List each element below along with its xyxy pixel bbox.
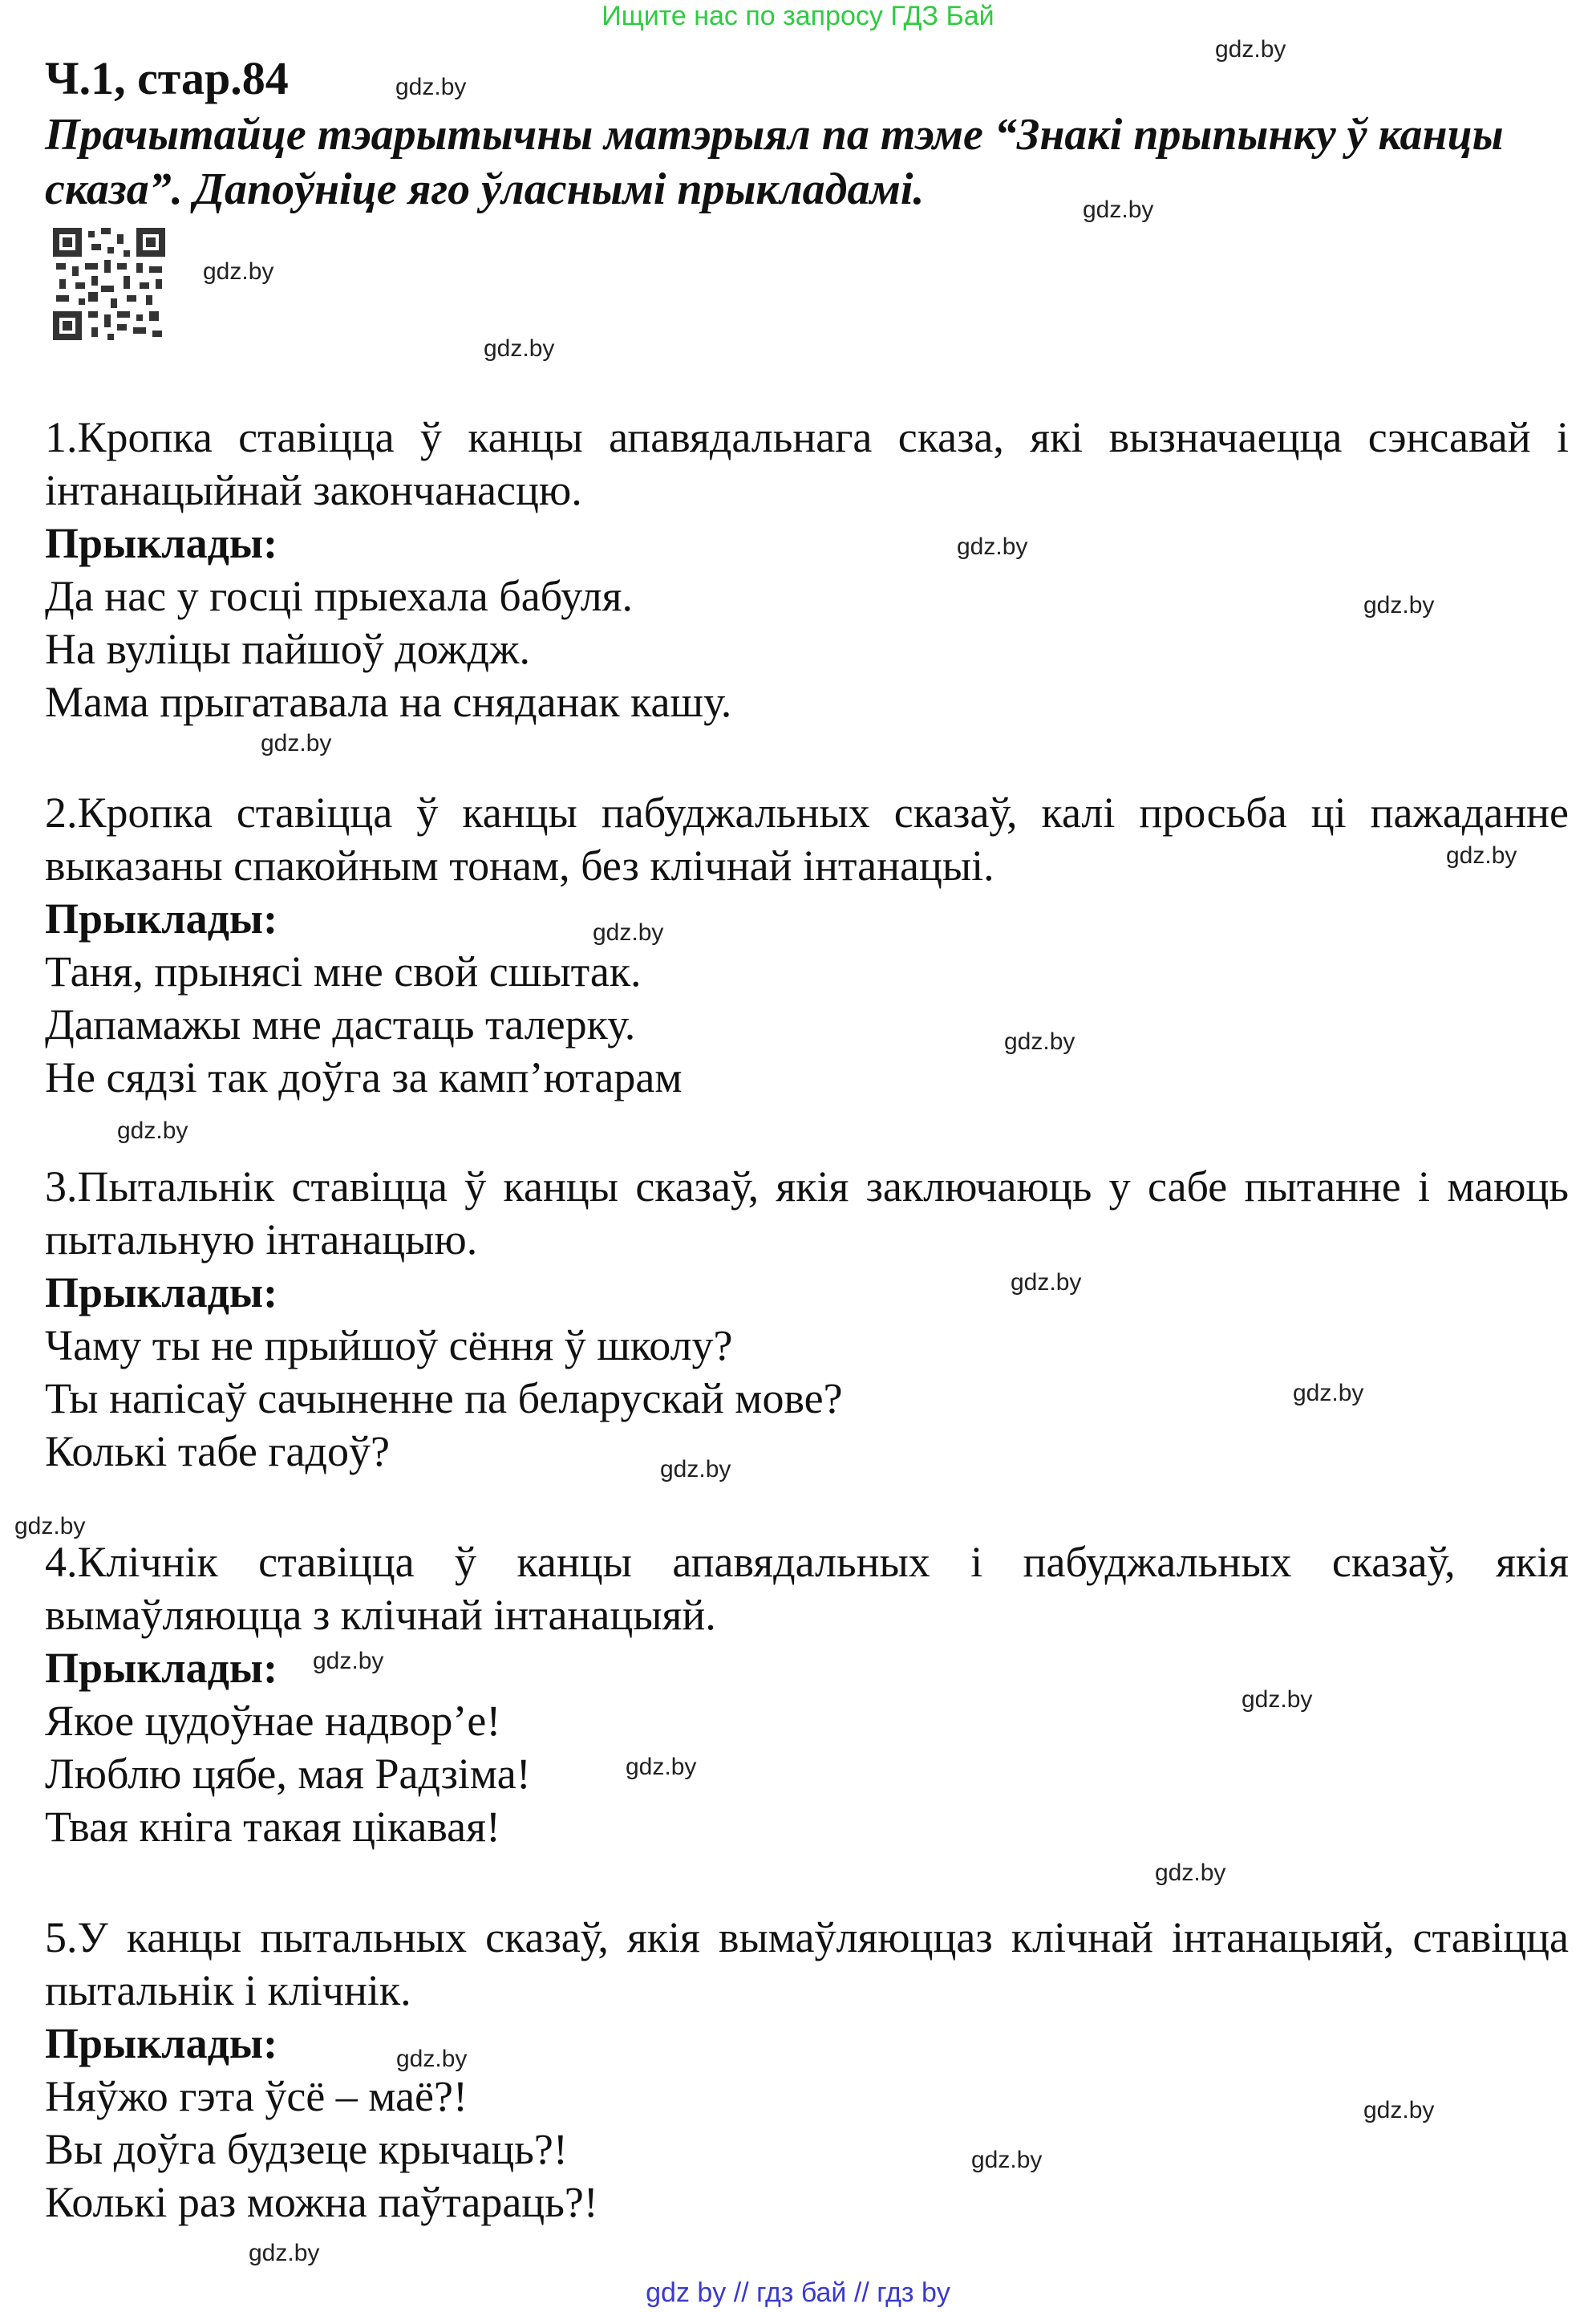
- watermark: gdz.by: [1293, 1380, 1364, 1406]
- watermark: gdz.by: [14, 1513, 86, 1539]
- watermark: gdz.by: [1083, 197, 1154, 223]
- watermark: gdz.by: [593, 919, 664, 946]
- example-4-2: Люблю цябе, мая Радзіма!: [45, 1750, 531, 1798]
- example-3-2: Ты напісаў сачыненне па беларускай мове?: [45, 1374, 843, 1422]
- watermark: gdz.by: [626, 1754, 697, 1780]
- page-heading: Ч.1, стар.84: [45, 52, 289, 104]
- example-3-3: Колькі табе гадоў?: [45, 1427, 390, 1475]
- example-2-2: Дапамажы мне дастаць талерку.: [45, 1000, 636, 1049]
- watermark: gdz.by: [313, 1648, 384, 1674]
- example-2-3: Не сядзі так доўга за камп’ютарам: [45, 1053, 683, 1101]
- footer-links[interactable]: gdz by // гдз бай // гдз by: [646, 2278, 950, 2308]
- example-5-3: Колькі раз можна паўтараць?!: [45, 2178, 598, 2226]
- watermark: gdz.by: [249, 2240, 320, 2266]
- watermark: gdz.by: [1011, 1269, 1082, 1296]
- task-text: Прачытайце тэарытычны матэрыял па тэме “Знакі прыпынку ў канцы сказа”. Дапоўніце яго ўласнымі прыкладамі.: [45, 110, 1504, 214]
- example-2-1: Таня, прынясі мне свой сшытак.: [45, 947, 642, 996]
- example-3-1: Чаму ты не прыйшоў сёння ў школу?: [45, 1321, 733, 1369]
- watermark: gdz.by: [395, 74, 467, 100]
- example-1-2: На вуліцы пайшоў дождж.: [45, 625, 530, 673]
- examples-label-3: Прыклады:: [45, 1268, 278, 1316]
- watermark: gdz.by: [1363, 2097, 1435, 2123]
- rule-3: 3.Пытальнік ставіцца ў канцы сказаў, якія заключаюць у сабе пытанне і маюць пытальную інтанацыю.: [45, 1162, 1569, 1263]
- example-4-1: Якое цудоўнае надвор’е!: [45, 1697, 501, 1745]
- watermark: gdz.by: [1446, 842, 1517, 869]
- watermark: gdz.by: [971, 2147, 1043, 2173]
- rule-5: 5.У канцы пытальных сказаў, якія вымаўляюццаз клічнай інтанацыяй, ставіцца пытальнік і клічнік.: [45, 1913, 1569, 2014]
- examples-label-1: Прыклады:: [45, 519, 278, 567]
- examples-label-4: Прыклады:: [45, 1644, 278, 1692]
- watermark: gdz.by: [660, 1456, 731, 1483]
- top-banner[interactable]: Ищите нас по запросу ГДЗ Бай: [602, 1, 994, 31]
- watermark: gdz.by: [396, 2046, 468, 2072]
- example-5-1: Няўжо гэта ўсё – маё?!: [45, 2072, 468, 2120]
- qr-code-icon: [50, 225, 168, 343]
- watermark: gdz.by: [117, 1117, 188, 1144]
- watermark: gdz.by: [1155, 1860, 1226, 1886]
- rule-2: 2.Кропка ставіцца ў канцы пабуджальных сказаў, калі просьба ці пажаданне выказаны спакойным тонам, без клічнай інтанацыі.: [45, 789, 1569, 890]
- example-4-3: Твая кніга такая цікавая!: [45, 1803, 500, 1851]
- example-1-1: Да нас у госці прыехала бабуля.: [45, 572, 634, 620]
- watermark: gdz.by: [957, 533, 1028, 560]
- watermark: gdz.by: [1215, 36, 1286, 63]
- examples-label-5: Прыклады:: [45, 2019, 278, 2067]
- watermark: gdz.by: [1363, 592, 1435, 619]
- rule-1: 1.Кропка ставіцца ў канцы апавядальнага сказа, які вызначаецца сэнсавай і інтанацыйнай закончанасцю.: [45, 413, 1569, 514]
- rule-4: 4.Клічнік ставіцца ў канцы апавядальных і пабуджальных сказаў, якія вымаўляюцца з клічнай інтанацыяй.: [45, 1538, 1569, 1639]
- watermark: gdz.by: [1004, 1028, 1075, 1055]
- example-5-2: Вы доўга будзеце крычаць?!: [45, 2125, 568, 2173]
- watermark: gdz.by: [261, 730, 332, 756]
- watermark: gdz.by: [484, 335, 555, 362]
- examples-label-2: Прыклады:: [45, 894, 278, 943]
- example-1-3: Мама прыгатавала на сняданак кашу.: [45, 678, 732, 726]
- watermark: gdz.by: [1242, 1686, 1313, 1713]
- watermark: gdz.by: [203, 258, 274, 285]
